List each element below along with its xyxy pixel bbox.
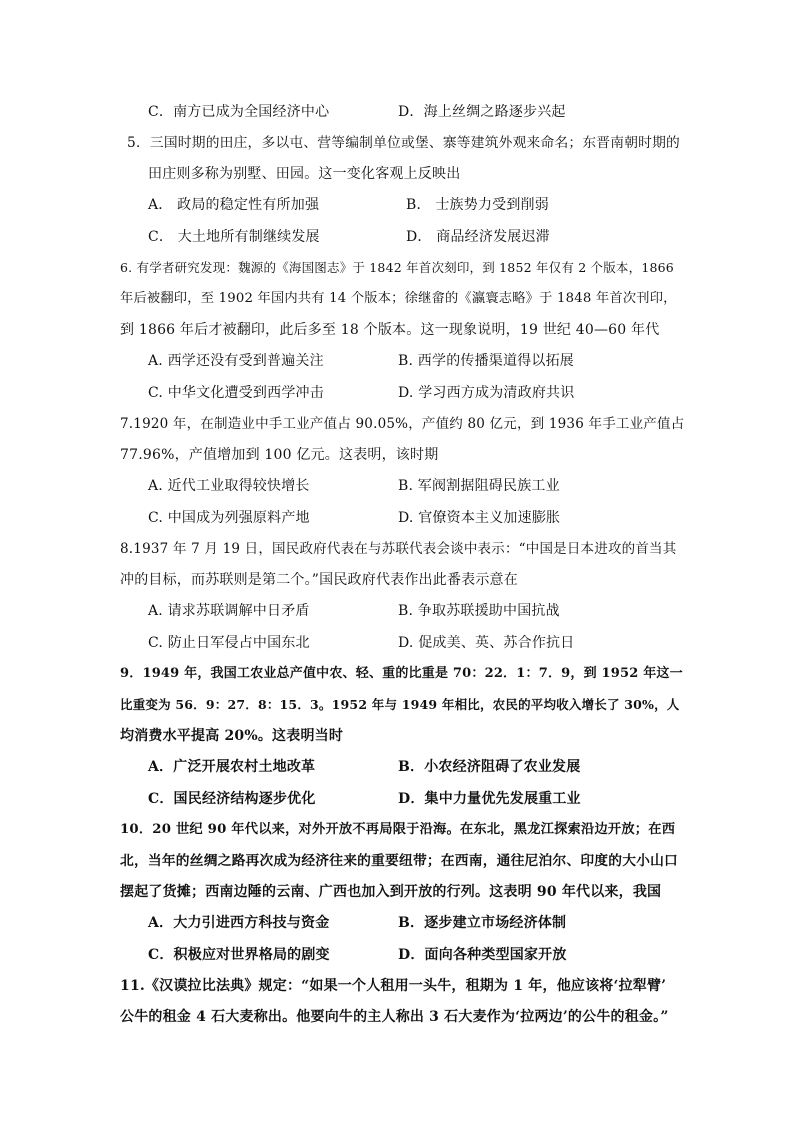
q6-option-a: A. 西学还没有受到普遍关注	[148, 353, 324, 369]
q8-stem-line-2: 冲的目标，而苏联则是第二个。”国民政府代表作出此番表示意在	[120, 572, 518, 588]
q5-option-c: C． 大土地所有制继续发展	[148, 229, 320, 245]
q10-option-b: B．逐步建立市场经济体制	[398, 915, 567, 931]
q9-stem-line-3: 均消费水平提高 20%。这表明当时	[120, 728, 344, 744]
q10-option-d: D．面向各种类型国家开放	[398, 947, 567, 963]
q4-option-c: C．南方已成为全国经济中心	[148, 104, 330, 120]
q5-stem-line-2: 田庄则多称为别墅、田园。这一变化客观上反映出	[148, 166, 461, 182]
q4-option-d: D．海上丝绸之路逐步兴起	[398, 104, 566, 120]
q6-option-d: D. 学习西方成为清政府共识	[398, 385, 575, 401]
q9-option-b: B．小农经济阻碍了农业发展	[398, 759, 581, 775]
q7-stem-line-1: 7.1920 年，在制造业中手工业产值占 90.05%，产值约 80 亿元，到 1936 年手工业产值占	[120, 416, 685, 432]
q9-option-a: A．广泛开展农村土地改革	[148, 759, 316, 775]
q5-stem-line-1: 5．三国时期的田庄，多以屯、营等编制单位或堡、寨等建筑外观来命名；东晋南朝时期的	[127, 135, 681, 151]
q9-stem-line-1: 9．1949 年，我国工农业总产值中农、轻、重的比重是 70：22．1：7．9，到 1952 年这一	[120, 666, 683, 681]
q10-stem-line-1: 10．20 世纪 90 年代以来，对外开放不再局限于沿海。在东北，黑龙江探索沿边开放；在西	[120, 822, 676, 837]
q9-stem-line-2: 比重变为 56．9：27．8：15．3。1952 年与 1949 年相比，农民的平均收入增长了 30%，人	[120, 697, 680, 712]
q11-stem-line-1: 11.《汉谟拉比法典》规定：“如果一个人租用一头牛，租期为 1 年，他应该将‘拉犁臂’	[120, 978, 667, 994]
q6-stem-line-1: 6. 有学者研究发现：魏源的《海国图志》于 1842 年首次刻印，到 1852 年仅有 2 个版本，1866	[120, 260, 674, 275]
q11-stem-line-2: 公牛的租金 4 石大麦称出。他要向牛的主人称出 3 石大麦作为‘拉两边’的公牛的租金。”	[120, 1009, 669, 1025]
q10-stem-line-3: 摆起了货摊；西南边陲的云南、广西也加入到开放的行列。这表明 90 年代以来，我国	[120, 884, 662, 900]
q8-stem-line-1: 8.1937 年 7 月 19 日，国民政府代表在与苏联代表会谈中表示：“中国是日本进攻的首当其	[120, 541, 677, 557]
q6-option-c: C. 中华文化遭受到西学冲击	[148, 385, 324, 401]
q7-option-b: B. 军阀割据阻碍民族工业	[398, 478, 560, 494]
q8-option-c: C. 防止日军侵占中国东北	[148, 635, 310, 651]
q8-option-d: D. 促成美、英、苏合作抗日	[398, 635, 575, 651]
q7-option-a: A. 近代工业取得较快增长	[148, 478, 310, 494]
q8-option-a: A. 请求苏联调解中日矛盾	[148, 603, 310, 619]
q5-option-a: A． 政局的稳定性有所加强	[148, 197, 320, 213]
q7-stem-line-2: 77.96%，产值增加到 100 亿元。这表明，该时期	[120, 447, 439, 463]
q6-stem-line-2: 年后被翻印，至 1902 年国内共有 14 个版本；徐继畲的《瀛寰志略》于 1848 年首次刊印，	[120, 291, 677, 306]
q6-stem-line-3: 到 1866 年后才被翻印，此后多至 18 个版本。这一现象说明，19 世纪 40—60 年代	[120, 322, 660, 338]
q5-option-d: D． 商品经济发展迟滞	[406, 229, 550, 245]
q10-option-a: A．大力引进西方科技与资金	[148, 915, 330, 931]
q9-option-c: C．国民经济结构逐步优化	[148, 791, 316, 807]
q7-option-c: C. 中国成为列强原料产地	[148, 510, 310, 526]
q9-option-d: D．集中力量优先发展重工业	[398, 791, 581, 807]
q7-option-d: D. 官僚资本主义加速膨胀	[398, 510, 561, 526]
q10-option-c: C．积极应对世界格局的剧变	[148, 947, 330, 963]
q6-option-b: B. 西学的传播渠道得以拓展	[398, 353, 574, 369]
q5-option-b: B． 士族势力受到削弱	[406, 197, 549, 213]
q8-option-b: B. 争取苏联援助中国抗战	[398, 603, 560, 619]
q10-stem-line-2: 北，当年的丝绸之路再次成为经济往来的重要纽带；在西南，通往尼泊尔、印度的大小山口	[120, 853, 679, 869]
